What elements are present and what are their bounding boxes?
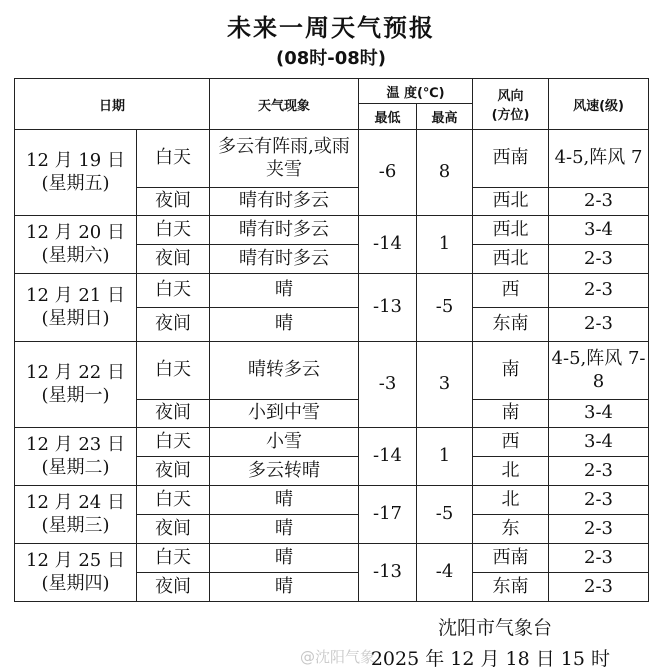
header-date: 日期 <box>15 79 210 130</box>
date-label: 12 月 25 日 <box>26 550 125 571</box>
period-label-day: 白天 <box>137 428 210 457</box>
wind-speed-night: 2-3 <box>549 573 649 602</box>
period-label-day: 白天 <box>137 342 210 400</box>
period-label-day: 白天 <box>137 216 210 245</box>
wind-speed-day: 4-5,阵风 7 <box>549 130 649 188</box>
header-wind-speed: 风速(级) <box>549 79 649 130</box>
wind-speed-night: 2-3 <box>549 457 649 486</box>
date-cell <box>15 130 137 216</box>
wind-speed-night: 2-3 <box>549 188 649 216</box>
watermark: @沈阳气象 <box>300 648 376 666</box>
temp-low: -14 <box>359 428 417 486</box>
date-label: 12 月 23 日 <box>26 434 125 455</box>
wind-speed-day: 2-3 <box>549 274 649 308</box>
forecast-row-day <box>15 428 649 457</box>
period-label-day: 白天 <box>137 274 210 308</box>
header-weather: 天气现象 <box>210 79 359 130</box>
weather-night: 晴 <box>210 573 359 602</box>
date-label: 12 月 19 日 <box>26 150 125 171</box>
period-label-day: 白天 <box>137 130 210 188</box>
footer-date: 2025 年 12 月 18 日 15 时 <box>370 648 610 670</box>
wind-speed-night: 2-3 <box>549 515 649 544</box>
date-label: 12 月 20 日 <box>26 222 125 243</box>
period-label-night: 夜间 <box>137 245 210 274</box>
wind-direction-day: 北 <box>473 486 549 515</box>
wind-direction-day: 西 <box>473 428 549 457</box>
forecast-row-day <box>15 544 649 573</box>
header-wind-direction <box>473 79 549 130</box>
wind-direction-day: 南 <box>473 342 549 400</box>
wind-speed-day: 4-5,阵风 7-8 <box>549 342 649 400</box>
date-cell <box>15 342 137 428</box>
weather-day: 晴转多云 <box>210 342 359 400</box>
wind-speed-night: 3-4 <box>549 400 649 428</box>
temp-low: -14 <box>359 216 417 274</box>
wind-direction-night: 南 <box>473 400 549 428</box>
wind-speed-day: 3-4 <box>549 216 649 245</box>
forecast-row-day <box>15 216 649 245</box>
weekday-label: (星期六) <box>41 244 110 266</box>
wind-speed-day: 2-3 <box>549 544 649 573</box>
temp-low: -17 <box>359 486 417 544</box>
forecast-row-day <box>15 274 649 308</box>
weather-day: 晴 <box>210 544 359 573</box>
temp-low: -6 <box>359 130 417 216</box>
temp-low: -3 <box>359 342 417 428</box>
header-temperature: 温 度(℃) <box>359 79 473 104</box>
forecast-row-day <box>15 486 649 515</box>
temp-high: -5 <box>417 274 473 342</box>
temp-low: -13 <box>359 274 417 342</box>
wind-direction-day: 西北 <box>473 216 549 245</box>
weather-day: 多云有阵雨,或雨夹雪 <box>210 130 359 188</box>
wind-direction-night: 西北 <box>473 188 549 216</box>
weekday-label: (星期四) <box>41 572 110 594</box>
weather-night: 晴有时多云 <box>210 188 359 216</box>
weekday-label: (星期日) <box>41 307 110 329</box>
temp-high: -5 <box>417 486 473 544</box>
temp-high: 1 <box>417 428 473 486</box>
page-subtitle: (08时-08时) <box>275 48 387 69</box>
period-label-day: 白天 <box>137 486 210 515</box>
temp-high: 3 <box>417 342 473 428</box>
weather-day: 晴有时多云 <box>210 216 359 245</box>
weather-day: 晴 <box>210 486 359 515</box>
weekday-label: (星期五) <box>41 172 110 194</box>
temp-high: 1 <box>417 216 473 274</box>
date-label: 12 月 21 日 <box>26 285 125 306</box>
weather-day: 小雪 <box>210 428 359 457</box>
forecast-row-day <box>15 130 649 188</box>
period-label-night: 夜间 <box>137 188 210 216</box>
wind-direction-day: 西南 <box>473 130 549 188</box>
wind-direction-day: 西 <box>473 274 549 308</box>
footer-organization: 沈阳市气象台 <box>437 617 552 639</box>
period-label-night: 夜间 <box>137 457 210 486</box>
date-cell <box>15 428 137 486</box>
period-label-night: 夜间 <box>137 400 210 428</box>
weather-night: 晴有时多云 <box>210 245 359 274</box>
weekday-label: (星期三) <box>41 514 110 536</box>
weather-night: 晴 <box>210 308 359 342</box>
period-label-night: 夜间 <box>137 573 210 602</box>
period-label-night: 夜间 <box>137 515 210 544</box>
wind-speed-night: 2-3 <box>549 308 649 342</box>
period-label-day: 白天 <box>137 544 210 573</box>
weather-day: 晴 <box>210 274 359 308</box>
period-label-night: 夜间 <box>137 308 210 342</box>
page-title: 未来一周天气预报 <box>227 14 435 42</box>
date-cell <box>15 544 137 602</box>
date-cell <box>15 486 137 544</box>
wind-speed-day: 2-3 <box>549 486 649 515</box>
temp-high: 8 <box>417 130 473 216</box>
weekday-label: (星期一) <box>41 384 110 406</box>
weather-night: 晴 <box>210 515 359 544</box>
temp-high: -4 <box>417 544 473 602</box>
date-label: 12 月 22 日 <box>26 362 125 383</box>
wind-direction-night: 东南 <box>473 308 549 342</box>
weather-night: 小到中雪 <box>210 400 359 428</box>
date-cell <box>15 216 137 274</box>
header-temp-high: 最高 <box>417 104 473 130</box>
header-wind-direction-label: 风向 <box>497 89 524 104</box>
header-temp-low: 最低 <box>359 104 417 130</box>
weekday-label: (星期二) <box>41 456 110 478</box>
header-wind-direction-unit: (方位) <box>491 108 530 123</box>
wind-speed-night: 2-3 <box>549 245 649 274</box>
forecast-table <box>14 78 649 602</box>
date-cell <box>15 274 137 342</box>
wind-speed-day: 3-4 <box>549 428 649 457</box>
temp-low: -13 <box>359 544 417 602</box>
wind-direction-night: 东南 <box>473 573 549 602</box>
weather-night: 多云转晴 <box>210 457 359 486</box>
wind-direction-night: 西北 <box>473 245 549 274</box>
date-label: 12 月 24 日 <box>26 492 125 513</box>
forecast-row-day <box>15 342 649 400</box>
wind-direction-night: 东 <box>473 515 549 544</box>
wind-direction-day: 西南 <box>473 544 549 573</box>
wind-direction-night: 北 <box>473 457 549 486</box>
